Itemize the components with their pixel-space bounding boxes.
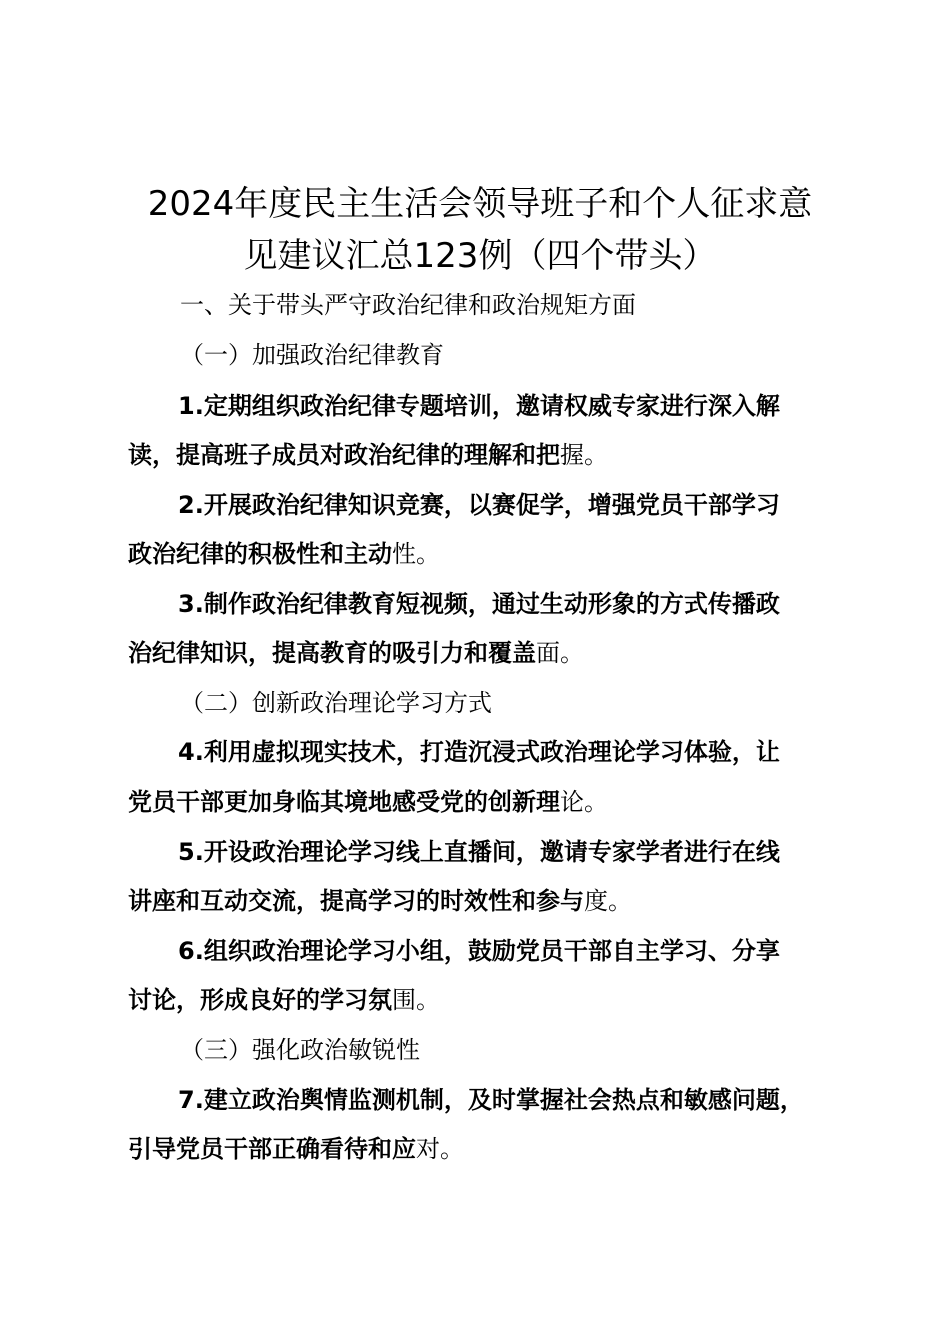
item-2-tail: 性。	[392, 540, 440, 568]
item-6-tail: 围。	[392, 986, 440, 1014]
item-1-line-2	[128, 439, 608, 471]
title-line-1: 2024年度民主生活会领导班子和个人征求意	[147, 184, 813, 224]
item-7-line-2	[128, 1133, 464, 1165]
item-1-line-2-text: 读，提高班子成员对政治纪律的理解和把	[128, 441, 560, 469]
item-4-line-2-text: 党员干部更加身临其境地感受党的创新理	[128, 788, 560, 816]
item-1-tail: 握。	[560, 441, 608, 469]
item-6-line-2	[128, 984, 440, 1016]
document-title	[110, 178, 850, 282]
item-6-line-1: 6.组织政治理论学习小组，鼓励党员干部自主学习、分享	[178, 937, 780, 965]
item-4-line-1: 4.利用虚拟现实技术，打造沉浸式政治理论学习体验，让	[178, 738, 780, 766]
item-7-tail: 对。	[416, 1135, 464, 1163]
item-5-line-2	[128, 885, 632, 917]
item-3-line-2	[128, 637, 584, 669]
item-5-tail: 度。	[584, 887, 632, 915]
subsection-heading-2: （二）创新政治理论学习方式	[180, 689, 492, 717]
item-1-line-1: 1.定期组织政治纪律专题培训，邀请权威专家进行深入解	[178, 392, 780, 420]
section-heading-1: 一、关于带头严守政治纪律和政治规矩方面	[180, 291, 636, 319]
item-5-line-1: 5.开设政治理论学习线上直播间，邀请专家学者进行在线	[178, 838, 780, 866]
item-7-line-1: 7.建立政治舆情监测机制，及时掌握社会热点和敏感问题，	[178, 1086, 804, 1114]
title-line-2: 见建议汇总123例（四个带头）	[243, 236, 717, 276]
item-4-tail: 论。	[560, 788, 608, 816]
subsection-heading-3: （三）强化政治敏锐性	[180, 1036, 420, 1064]
item-2-line-2	[128, 538, 440, 570]
item-6-line-2-text: 讨论，形成良好的学习氛	[128, 986, 392, 1014]
item-5-line-2-text: 讲座和互动交流，提高学习的时效性和参与	[128, 887, 584, 915]
item-2-line-1: 2.开展政治纪律知识竞赛，以赛促学，增强党员干部学习	[178, 491, 780, 519]
item-4-line-2	[128, 786, 608, 818]
item-3-line-2-text: 治纪律知识，提高教育的吸引力和覆盖	[128, 639, 536, 667]
item-2-line-2-text: 政治纪律的积极性和主动	[128, 540, 392, 568]
subsection-heading-1: （一）加强政治纪律教育	[180, 341, 444, 369]
item-7-line-2-text: 引导党员干部正确看待和应	[128, 1135, 416, 1163]
item-3-line-1: 3.制作政治纪律教育短视频，通过生动形象的方式传播政	[178, 590, 780, 618]
item-3-tail: 面。	[536, 639, 584, 667]
